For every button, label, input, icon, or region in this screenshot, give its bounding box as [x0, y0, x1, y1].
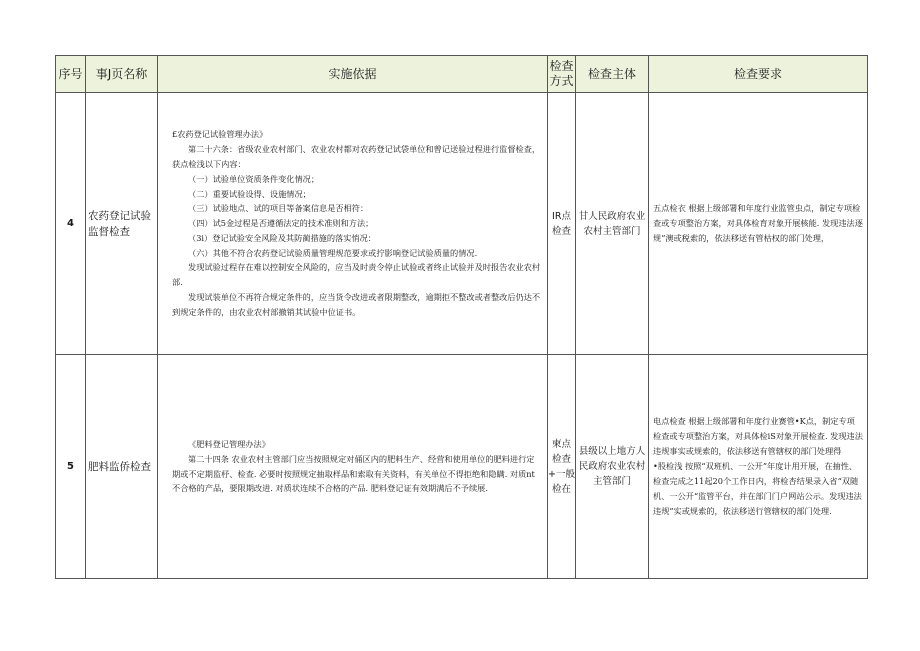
basis-line: 《肥料登记管理办法》 [188, 438, 270, 449]
header-row [56, 56, 868, 93]
row-item-name: 农药登记试验监督检查 [86, 93, 158, 355]
row-item-name: 肥料监侨检查 [86, 355, 158, 579]
row-requirements [649, 93, 868, 355]
requirement-line: •股检浅 按照“双班机、一公开”年度计用开展，在抽性、检查完成之11起20个工作日内，将检杏结果录入省“双随机、一公开“监管平台，并在部门门户网站公示。发现违法违规”实或规索的，依法移送行管辖权的部门处理. [653, 461, 862, 516]
table-row [56, 355, 868, 579]
row-seq: 5 [56, 355, 86, 579]
row-basis [158, 355, 548, 579]
header-subject: 检查主体 [576, 56, 649, 93]
row-seq: 4 [56, 93, 86, 355]
header-name: 事J页名称 [86, 56, 158, 93]
inspection-table [55, 55, 868, 579]
header-method: 检查方式 [548, 56, 576, 93]
row-method: 柬点检查+一般检在 [548, 355, 576, 579]
basis-line: （一）试验单位资质条件变化情况； [188, 173, 320, 184]
table-row [56, 93, 868, 355]
basis-line: （四）试5金过程是否遵循法定的技术准则和方法； [188, 218, 374, 229]
basis-line: （三）试验地点、试的项目等备案信息是否相符： [188, 203, 369, 214]
basis-line: £农药登记试验管理办法》 [172, 129, 268, 140]
requirement-line: 五点检衣 根据上级部署和年度行业监管虫点，制定专项检查或专项整治方案，对具体检育对象开展核能. 发现违法逐规”澳或税索的，依法移送有管枯权的部门处理， [653, 203, 863, 243]
row-basis [158, 93, 548, 355]
basis-line: （二）重要试验设得、设施情况； [188, 188, 311, 199]
row-requirements [649, 355, 868, 579]
header-requirements: 检查要求 [649, 56, 868, 93]
basis-line: 发现试验过程存在难以控制安全风险的，应当及时责令停止试验或者终止试验并及时报告农业农村部. [172, 262, 541, 288]
basis-line: 第二十六条：省级农业农村部门、农业农村都对农药登记试袋单位和曾记送验过程进行监督检查，获点检浅以下内容： [172, 144, 541, 169]
header-basis: 实施依据 [158, 56, 548, 93]
row-subject: 县级以上地方人民政府农业农村主管部门 [576, 355, 649, 579]
basis-line: （3i）登记试验安全风险及其防蔺措施的落实悄况： [188, 232, 376, 243]
header-seq: 序号 [56, 56, 86, 93]
basis-line: 第二十四条 农业农村主管部门应当按照规定对俑区内的肥料生产、经营和使用单位的肥料进行定期或不定期监杼、检查. 必要时按照规定抽取样品和索取有关资料，有关单位不得拒绝和隐瞒. 对质nt不合格的产品，要限期改进. 对质状连续不合格的产品. 肥料登记证有效期满后不予续展. [172, 453, 535, 494]
basis-line: 发现试装单位不再符合规定条件的，应当货令改进或者限期整改，逾期拒不整改或者整改后仍达不到规定条件的，由农业农村部撤销其试验中位证书。 [172, 292, 541, 317]
basis-line: （六）其他不符合农药登记试验质量管理规范要求或拧影响登记试验质量的情况. [188, 247, 478, 258]
row-subject: 甘人民政府农业农村主管部门 [576, 93, 649, 355]
row-method: IR点检查 [548, 93, 576, 355]
requirement-line: 电点检查 根据上级部署和年度行业赛管•K点，制定专项检查或专项整治方案，对具体检iS对象开展检查. 发现违法违规事实或规索的，依法移送有管辖权的部门处理得 [653, 416, 863, 456]
